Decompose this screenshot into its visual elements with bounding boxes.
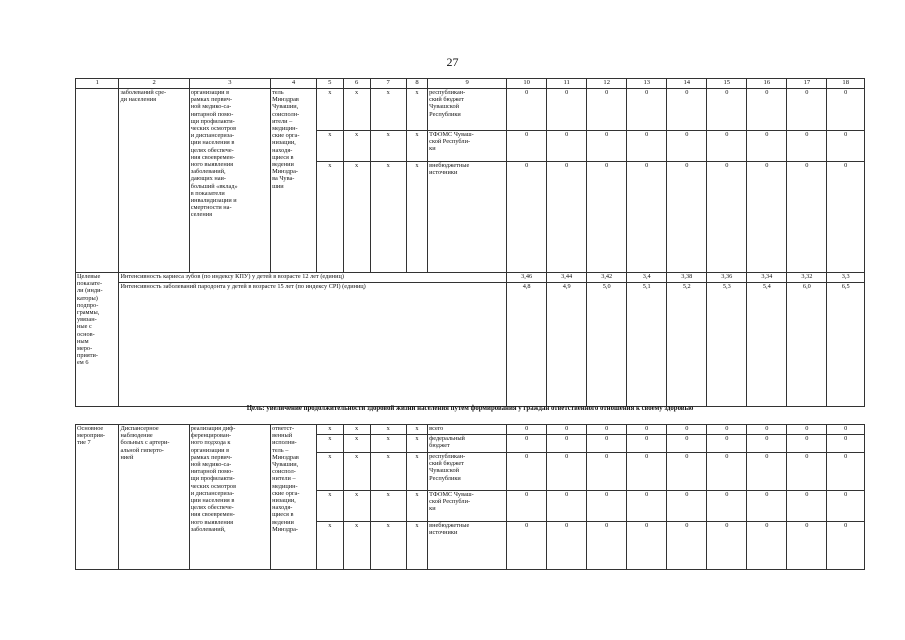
x-mark: x: [343, 453, 370, 491]
value-cell: 0: [787, 425, 827, 435]
x-mark: x: [316, 435, 343, 453]
value-cell: 0: [587, 162, 627, 273]
x-mark: x: [370, 131, 406, 162]
event-description-cell: организации в рамках первич- ной медико-са- нитарной помо- щи профилакти- ческих осмотров и диспансериза- ции населения в целях обеспече- ния своевремен- ного выявления заболеваний, дающих наи- больший «вклад» в показатели инвалидизации и смертности на- селения: [189, 89, 270, 273]
column-number-13: 13: [627, 79, 667, 89]
column-number-7: 7: [370, 79, 406, 89]
value-cell: 0: [667, 162, 707, 273]
x-mark: x: [370, 162, 406, 273]
value-cell: 0: [507, 435, 547, 453]
x-mark: x: [370, 491, 406, 522]
value-cell: 0: [707, 131, 747, 162]
column-number-9: 9: [428, 79, 507, 89]
x-mark: x: [406, 89, 427, 131]
indicator-value-cell: 3,4: [627, 273, 667, 283]
goal-heading: Цель: увеличение продолжительности здоровой жизни населения путем формирования у граждан ответственного отношения к своему здоровью: [246, 405, 694, 412]
value-cell: 0: [547, 425, 587, 435]
value-cell: 0: [827, 491, 865, 522]
indicator-value-cell: 3,36: [707, 273, 747, 283]
event-name-cell: заболеваний сре- ди населения: [119, 89, 189, 273]
column-number-6: 6: [343, 79, 370, 89]
event-name-cell: Диспансерное наблюдение больных с артери- альной гиперто- нией: [119, 425, 189, 570]
value-cell: 0: [827, 522, 865, 570]
value-cell: 0: [787, 491, 827, 522]
value-cell: 0: [787, 89, 827, 131]
value-cell: 0: [507, 491, 547, 522]
column-number-11: 11: [547, 79, 587, 89]
column-number-18: 18: [827, 79, 865, 89]
x-mark: x: [343, 131, 370, 162]
value-cell: 0: [507, 89, 547, 131]
value-cell: 0: [587, 131, 627, 162]
value-cell: 0: [587, 522, 627, 570]
x-mark: x: [316, 162, 343, 273]
x-mark: x: [316, 453, 343, 491]
indicator-value-cell: 3,32: [787, 273, 827, 283]
value-cell: 0: [547, 491, 587, 522]
value-cell: 0: [547, 89, 587, 131]
value-cell: 0: [827, 131, 865, 162]
value-cell: 0: [507, 425, 547, 435]
value-cell: 0: [747, 89, 787, 131]
column-header-row: [76, 79, 865, 89]
column-number-5: 5: [316, 79, 343, 89]
value-cell: 0: [787, 453, 827, 491]
value-cell: 0: [707, 522, 747, 570]
value-cell: 0: [747, 453, 787, 491]
value-cell: 0: [547, 435, 587, 453]
value-cell: 0: [547, 131, 587, 162]
x-mark: x: [406, 491, 427, 522]
value-cell: 0: [627, 425, 667, 435]
indicator-value-cell: 6,5: [827, 283, 865, 407]
column-number-17: 17: [787, 79, 827, 89]
value-cell: 0: [667, 131, 707, 162]
column-number-2: 2: [119, 79, 189, 89]
funding-source-cell: ТФОМС Чуваш- ской Республи- ки: [428, 491, 507, 522]
column-number-4: 4: [271, 79, 317, 89]
value-cell: 0: [787, 435, 827, 453]
funding-source-cell: республикан- ский бюджет Чувашской Республики: [428, 89, 507, 131]
value-cell: 0: [667, 425, 707, 435]
value-cell: 0: [707, 435, 747, 453]
x-mark: x: [343, 435, 370, 453]
x-mark: x: [406, 425, 427, 435]
x-mark: x: [316, 491, 343, 522]
event-description-cell: реализация диф- ференцирован- ного подхода к организации в рамках первич- ной медико-са- нитарной помо- щи профилакти- ческих осмотров и диспансериза- ции населения в целях обеспече- ния своевремен- ного выявления заболеваний,: [189, 425, 270, 570]
x-mark: x: [406, 453, 427, 491]
x-mark: x: [406, 162, 427, 273]
value-cell: 0: [667, 435, 707, 453]
x-mark: x: [343, 89, 370, 131]
value-cell: 0: [667, 453, 707, 491]
value-cell: 0: [627, 131, 667, 162]
indicator-value-cell: 5,3: [707, 283, 747, 407]
funding-source-cell: республикан- ский бюджет Чувашской Республики: [428, 453, 507, 491]
value-cell: 0: [747, 435, 787, 453]
value-cell: 0: [747, 425, 787, 435]
value-cell: 0: [707, 162, 747, 273]
x-mark: x: [406, 131, 427, 162]
x-mark: x: [406, 522, 427, 570]
responsible-executor-cell: ответст- венный исполни- тель – Минздрав Чувашии, соиспол- нители – медицин- ские орга- низации, находя- щиеся в ведении Минздра-: [271, 425, 317, 570]
value-cell: 0: [627, 89, 667, 131]
column-number-3: 3: [189, 79, 270, 89]
indicator-value-cell: 3,34: [747, 273, 787, 283]
value-cell: 0: [587, 89, 627, 131]
budget-table-top: [75, 78, 865, 407]
value-cell: 0: [627, 453, 667, 491]
indicator-value-cell: 6,0: [787, 283, 827, 407]
value-cell: 0: [827, 425, 865, 435]
column-number-1: 1: [76, 79, 119, 89]
x-mark: x: [343, 522, 370, 570]
value-cell: 0: [547, 522, 587, 570]
value-cell: 0: [587, 453, 627, 491]
value-cell: 0: [587, 435, 627, 453]
column-number-14: 14: [667, 79, 707, 89]
funding-source-cell: федеральный бюджет: [428, 435, 507, 453]
value-cell: 0: [747, 162, 787, 273]
budget-table-bottom: [75, 424, 865, 570]
column-number-8: 8: [406, 79, 427, 89]
column-number-16: 16: [747, 79, 787, 89]
value-cell: 0: [507, 162, 547, 273]
indicator-value-cell: 4,8: [507, 283, 547, 407]
value-cell: 0: [707, 453, 747, 491]
responsible-executor-cell: тель Минздрав Чувашии, соисполн- ители – медицин- ские орга- низации, находя- щиеся в ведении Минздра- ва Чува- шии: [271, 89, 317, 273]
funding-source-cell: ТФОМС Чуваш- ской Республи- ки: [428, 131, 507, 162]
value-cell: 0: [707, 425, 747, 435]
x-mark: x: [370, 453, 406, 491]
value-cell: 0: [627, 435, 667, 453]
x-mark: x: [316, 131, 343, 162]
indicator-text-cell: Интенсивность заболеваний пародонта у детей в возрасте 15 лет (по индексу CPI) (единиц): [119, 283, 507, 407]
value-cell: 0: [667, 89, 707, 131]
indicator-row: [76, 273, 865, 283]
value-cell: 0: [627, 522, 667, 570]
x-mark: x: [406, 435, 427, 453]
value-cell: 0: [627, 162, 667, 273]
indicator-text-cell: Интенсивность кариеса зубов (по индексу КПУ) у детей в возрасте 12 лет (единиц): [119, 273, 507, 283]
indicator-value-cell: 5,2: [667, 283, 707, 407]
table-row: [76, 425, 865, 435]
x-mark: x: [343, 425, 370, 435]
value-cell: 0: [547, 162, 587, 273]
x-mark: x: [370, 522, 406, 570]
indicator-value-cell: 3,3: [827, 273, 865, 283]
column-number-12: 12: [587, 79, 627, 89]
value-cell: 0: [667, 491, 707, 522]
indicator-value-cell: 3,42: [587, 273, 627, 283]
value-cell: 0: [507, 453, 547, 491]
x-mark: x: [370, 435, 406, 453]
value-cell: 0: [587, 491, 627, 522]
x-mark: x: [316, 522, 343, 570]
x-mark: x: [343, 162, 370, 273]
indicator-value-cell: 3,46: [507, 273, 547, 283]
page-number: 27: [446, 55, 459, 69]
x-mark: x: [370, 89, 406, 131]
indicator-value-cell: 5,4: [747, 283, 787, 407]
funding-source-cell: всего: [428, 425, 507, 435]
column-number-10: 10: [507, 79, 547, 89]
indicator-value-cell: 3,44: [547, 273, 587, 283]
indicators-label-cell: Целевые показате- ли (инди- каторы) подпро- граммы, увязан- ные с основ- ным меро- прияти- ем 6: [76, 273, 119, 407]
value-cell: 0: [547, 453, 587, 491]
value-cell: 0: [827, 453, 865, 491]
value-cell: 0: [787, 131, 827, 162]
value-cell: 0: [507, 522, 547, 570]
indicator-value-cell: 4,9: [547, 283, 587, 407]
value-cell: 0: [747, 491, 787, 522]
table-row: [76, 89, 865, 131]
value-cell: 0: [747, 522, 787, 570]
value-cell: 0: [827, 89, 865, 131]
value-cell: 0: [587, 425, 627, 435]
indicator-value-cell: 5,0: [587, 283, 627, 407]
value-cell: 0: [627, 491, 667, 522]
event-cell: [76, 89, 119, 273]
indicator-row: [76, 283, 865, 407]
funding-source-cell: внебюджетные источники: [428, 162, 507, 273]
value-cell: 0: [827, 435, 865, 453]
indicator-value-cell: 5,1: [627, 283, 667, 407]
value-cell: 0: [507, 131, 547, 162]
x-mark: x: [370, 425, 406, 435]
value-cell: 0: [667, 522, 707, 570]
value-cell: 0: [827, 162, 865, 273]
value-cell: 0: [707, 491, 747, 522]
indicator-value-cell: 3,38: [667, 273, 707, 283]
value-cell: 0: [747, 131, 787, 162]
column-number-15: 15: [707, 79, 747, 89]
x-mark: x: [316, 425, 343, 435]
event-number-cell: Основное мероприя- тие 7: [76, 425, 119, 570]
value-cell: 0: [787, 522, 827, 570]
value-cell: 0: [707, 89, 747, 131]
funding-source-cell: внебюджетные источники: [428, 522, 507, 570]
value-cell: 0: [787, 162, 827, 273]
x-mark: x: [316, 89, 343, 131]
x-mark: x: [343, 491, 370, 522]
